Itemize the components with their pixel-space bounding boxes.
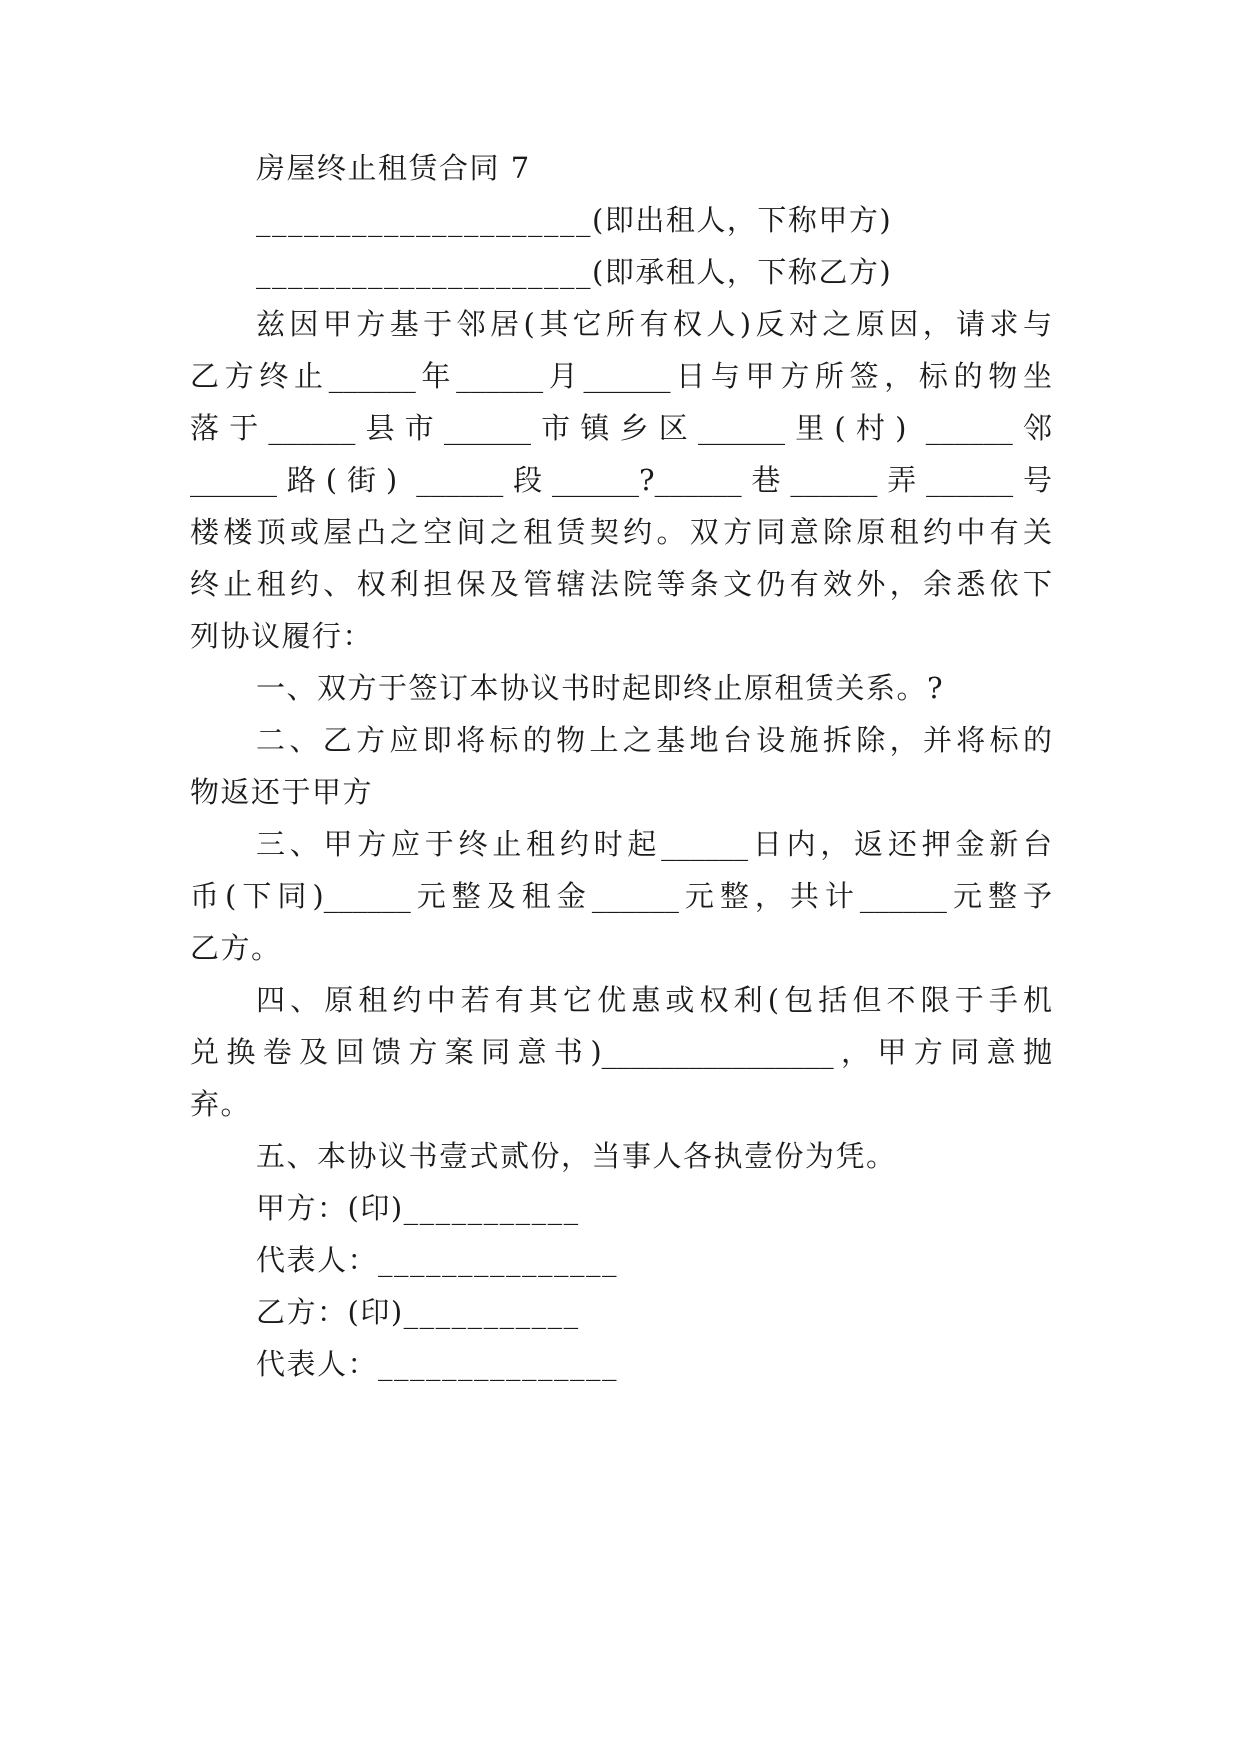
clause-3-line: 币(下同)______元整及租金______元整，共计______元整予: [190, 879, 1052, 913]
clause-2-line: 物返还于甲方: [190, 775, 374, 809]
preamble-line: 乙方终止______年______月______日与甲方所签，标的物坐: [190, 359, 1052, 393]
document-title: 房屋终止租赁合同 7: [256, 151, 531, 185]
clause-3-line: 三、甲方应于终止租约时起______日内，返还押金新台: [256, 827, 1052, 861]
clause-4-line: 弃。: [190, 1087, 252, 1121]
clause-3-line: 乙方。: [190, 931, 282, 965]
signature-lessee: 乙方：(印)___________: [256, 1295, 580, 1329]
party-lessee-line: _____________________(即承租人，下称乙方): [256, 255, 893, 289]
preamble-line: 楼楼顶或屋凸之空间之租赁契约。双方同意除原租约中有关: [190, 515, 1052, 549]
preamble-line: 终止租约、权利担保及管辖法院等条文仍有效外，余悉依下: [190, 567, 1052, 601]
clause-5: 五、本协议书壹式贰份，当事人各执壹份为凭。: [256, 1139, 897, 1173]
clause-4-line: 兑换卷及回馈方案同意书)________________，甲方同意抛: [190, 1035, 1052, 1069]
preamble-line: ______路(街) ______段______?______巷______弄______号: [190, 463, 1052, 497]
signature-lessor-representative: 代表人：_______________: [256, 1243, 619, 1277]
signature-lessee-representative: 代表人：_______________: [256, 1347, 619, 1381]
preamble-line: 兹因甲方基于邻居(其它所有权人)反对之原因，请求与: [256, 307, 1052, 341]
clause-1: 一、双方于签订本协议书时起即终止原租赁关系。?: [256, 671, 945, 705]
signature-lessor: 甲方：(印)___________: [256, 1191, 580, 1225]
preamble-line: 列协议履行：: [190, 619, 374, 653]
clause-4-line: 四、原租约中若有其它优惠或权利(包括但不限于手机: [256, 983, 1052, 1017]
clause-2-line: 二、乙方应即将标的物上之基地台设施拆除，并将标的: [256, 723, 1052, 757]
party-lessor-line: _____________________(即出租人，下称甲方): [256, 203, 893, 237]
preamble-line: 落于______县市______市镇乡区______里(村) ______邻: [190, 411, 1052, 445]
